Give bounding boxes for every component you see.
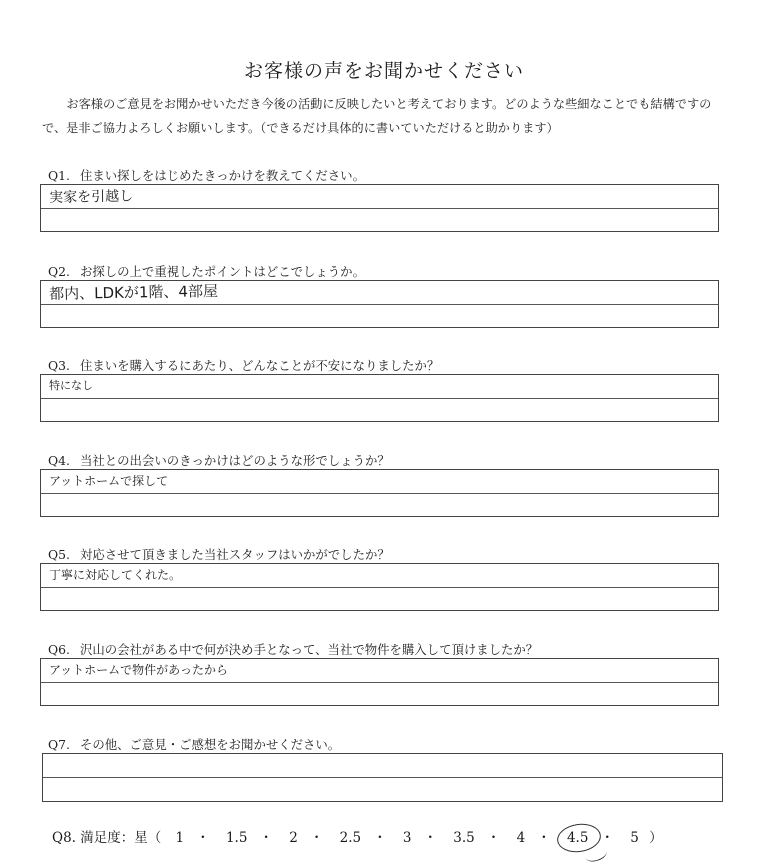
answer-6-handwriting: アットホームで物件があったから [49, 663, 229, 677]
selected-value: 4.5 [566, 830, 589, 846]
answer-5-handwriting: 丁寧に対応してくれた。 [49, 568, 182, 582]
intro-text: お客様のご意見をお聞かせいただき今後の活動に反映したいと考えております。どのような些細なことでも結構ですので、是非ご協力よろしくお願いします。（できるだけ具体的に書いていただけると助かります） [42, 97, 712, 135]
question-text: 住まい探しをはじめたきっかけを教えてください。 [79, 168, 365, 183]
question-3 [48, 356, 439, 374]
answer-3-handwriting: 特になし [49, 379, 93, 392]
question-5 [48, 545, 390, 563]
page-title: お客様の声をお聞かせください [243, 60, 524, 82]
answer-4-handwriting: アットホームで探して [49, 474, 169, 488]
closing-paren: ） [649, 830, 663, 846]
answer-1-handwriting: 実家を引越し [49, 188, 134, 206]
answer-box-6[interactable] [40, 658, 719, 706]
answer-box-7[interactable] [42, 753, 723, 802]
question-number: Q8. [52, 830, 76, 846]
question-number: Q7. [48, 737, 70, 752]
question-7 [48, 735, 340, 753]
rating-option[interactable]: 1 [175, 830, 185, 846]
satisfaction-rating: Q8. 満足度：星（ 1 ・ 1.5 ・ 2 ・ 2.5 ・ 3 ・ 3.5 ・ 4 ・ 4.5 ・ 5 ） [52, 826, 663, 846]
answer-box-3[interactable] [40, 374, 719, 422]
question-1 [48, 166, 365, 184]
rating-option[interactable]: 2.5 [339, 830, 362, 846]
question-2 [48, 262, 365, 280]
question-text: その他、ご意見・ご感想をお聞かせください。 [79, 737, 341, 752]
rating-option[interactable]: 3 [402, 830, 412, 846]
answer-box-5[interactable] [40, 563, 719, 611]
question-number: Q6. [48, 642, 70, 657]
question-number: Q2. [48, 264, 70, 279]
question-text: お探しの上で重視したポイントはどこでしょうか。 [79, 264, 365, 279]
answer-box-1[interactable] [40, 184, 719, 232]
question-text: 住まいを購入するにあたり、どんなことが不安になりましたか？ [79, 358, 440, 373]
question-number: Q5. [48, 547, 70, 562]
rating-option-selected[interactable] [567, 830, 588, 846]
answer-box-2[interactable] [40, 280, 719, 328]
answer-box-4[interactable] [40, 469, 719, 517]
rating-option[interactable]: 5 [630, 830, 639, 846]
rating-option[interactable]: 2 [289, 830, 298, 846]
answer-2-handwriting: 都内、LDKが1階、4部屋 [49, 282, 219, 303]
question-text: 当社との出会いのきっかけはどのような形でしょうか？ [79, 453, 390, 468]
rating-option[interactable]: 4 [516, 830, 526, 846]
question-number: Q3. [48, 358, 70, 373]
question-6 [48, 640, 538, 658]
question-number: Q4. [48, 453, 70, 468]
question-number: Q1. [48, 168, 70, 183]
rating-option[interactable]: 1.5 [225, 830, 248, 846]
satisfaction-label: 満足度：星（ [80, 830, 162, 846]
question-4 [48, 451, 390, 469]
question-text: 沢山の会社がある中で何が決め手となって、当社で物件を購入して頂けましたか？ [79, 642, 539, 657]
question-text: 対応させて頂きました当社スタッフはいかがでしたか？ [79, 547, 390, 562]
rating-option[interactable]: 3.5 [453, 830, 475, 846]
